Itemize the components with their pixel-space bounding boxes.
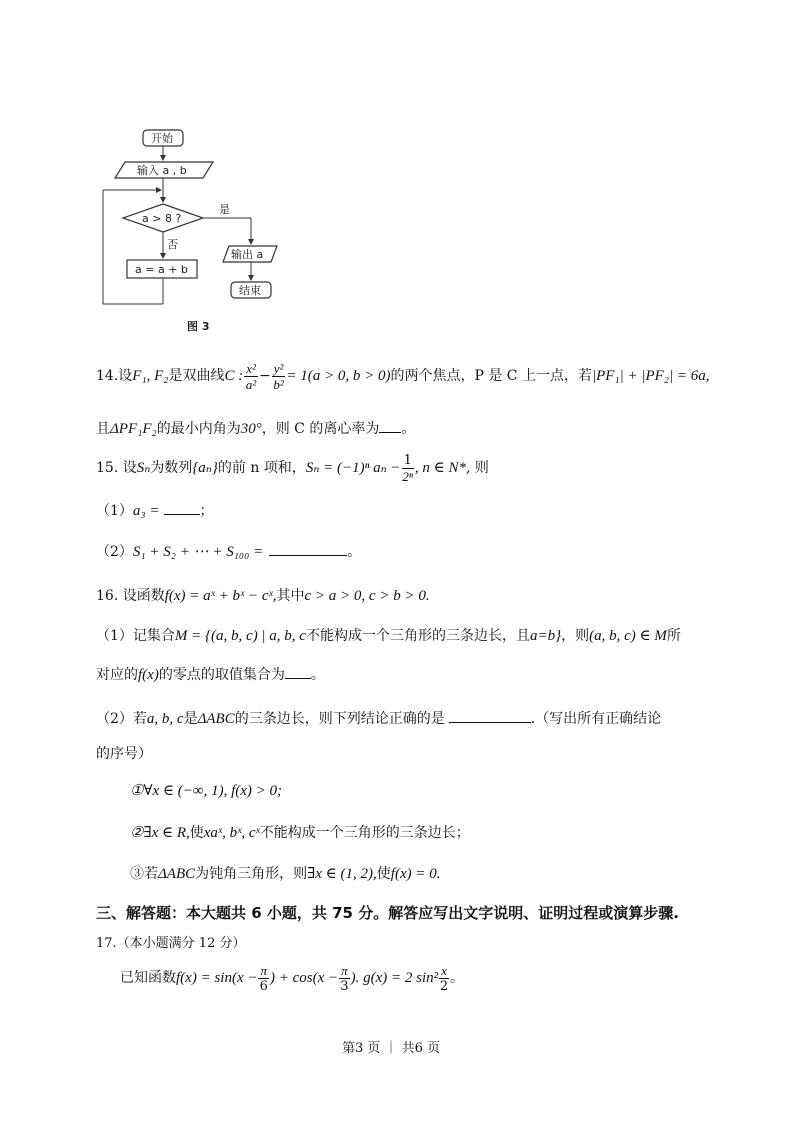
q14-curve-name: C : bbox=[224, 368, 244, 384]
q17-frac-pi3: $\frac{\pi}{3}$ bbox=[340, 962, 349, 994]
q14-abs-expr: |PF₁| + |PF₂| = 6a, bbox=[591, 368, 710, 384]
q17-frac-pi6: $\frac{\pi}{6}$ bbox=[259, 962, 268, 994]
q16-choice-3: ③若ΔABC为钝角三角形，则∃x ∈ (1, 2),使f(x) = 0. bbox=[130, 866, 441, 882]
q14-triangle: ΔPF₁F₂ bbox=[110, 421, 157, 437]
q15-part2: （2）S₁ + S₂ + ⋯ + S₁₀₀ = 。 bbox=[96, 544, 362, 560]
flow-output-label: 输出 a bbox=[231, 248, 264, 261]
q14-text-a: 14.设 bbox=[96, 368, 133, 384]
q14-frac-x: $\frac{\text{x²}}{\text{a²}}$ bbox=[245, 360, 257, 392]
q17-function-line: 已知函数f(x) = sin(x − $\frac{\pi}{6}$ ) + cos(x − $\frac{\pi}{3}$ ). g(x) = 2 sin² $\frac{x}{2}$ 。 bbox=[120, 962, 464, 994]
q15-formula: Sₙ = (−1)ⁿ aₙ − bbox=[305, 460, 401, 476]
q16-part1-line1: （1）记集合M = {(a, b, c) | a, b, c不能构成一个三角形的三条边长，且a=b}，则(a, b, c) ∈ M所 bbox=[96, 628, 681, 644]
page-footer: 第3 页 ｜ 共6 页 bbox=[342, 1041, 441, 1056]
q14-eq-rest: = 1(a > 0, b > 0) bbox=[286, 368, 391, 384]
flow-yes-label: 是 bbox=[219, 203, 230, 216]
q17-header: 17.（本小题满分 12 分） bbox=[96, 936, 246, 951]
flow-start-label: 开始 bbox=[151, 132, 173, 145]
q14-text-c: 的两个焦点，P 是 C 上一点，若 bbox=[390, 368, 592, 384]
q14-frac-y: $\frac{\text{y²}}{\text{b²}}$ bbox=[273, 360, 284, 392]
q16-part2-blank[interactable] bbox=[449, 710, 531, 723]
flow-no-label: 否 bbox=[167, 238, 178, 251]
q14-angle: 30° bbox=[240, 421, 262, 437]
q17-frac-x2: $\frac{x}{2}$ bbox=[439, 962, 449, 994]
q15-part1-blank[interactable] bbox=[164, 502, 200, 515]
q16-intro: 16. 设函数f(x) = aˣ + bˣ − cˣ,其中c > a > 0, c > b > 0. bbox=[96, 588, 430, 604]
flowchart-figure bbox=[95, 120, 295, 338]
q14-text-b: 是双曲线 bbox=[168, 368, 225, 384]
flow-condition-label: a > 8 ? bbox=[142, 212, 182, 225]
q16-choice-1: ①∀x ∈ (−∞, 1), f(x) > 0; bbox=[130, 783, 282, 799]
q16-part2-line2: 的序号） bbox=[96, 746, 152, 762]
q16-choice-2: ②∃x ∈ R,使xaˣ, bˣ, cˣ不能构成一个三角形的三条边长； bbox=[130, 825, 470, 841]
flow-input-label: 输入 a , b bbox=[137, 164, 187, 177]
q14-foci: F₁, F₂ bbox=[132, 368, 169, 384]
section-3-heading: 三、解答题：本大题共 6 小题，共 75 分。解答应写出文字说明、证明过程或演算步骤. bbox=[96, 904, 679, 922]
q14-line1: 14.设F₁, F₂是双曲线C : $\frac{\text{x²}}{\text{a²}}$ − $\frac{\text{y²}}{\text{b²}}$ = 1(a > 0, b > 0)的两个焦点，P 是 C 上一点，若|PF₁| + |PF₂| = 6a, bbox=[96, 360, 710, 392]
flow-process-label: a = a + b bbox=[135, 263, 188, 276]
q14-answer-blank[interactable] bbox=[379, 420, 401, 433]
q16-part1-blank[interactable] bbox=[285, 666, 311, 679]
q15-part1: （1）a₃ = ； bbox=[96, 503, 214, 519]
q14-line2: 且ΔPF₁F₂的最小内角为30°，则 C 的离心率为 。 bbox=[96, 421, 416, 437]
figure-caption: 图 3 bbox=[187, 320, 210, 333]
q16-part2-line1: （2）若a, b, c是ΔABC的三条边长，则下列结论正确的是 .（写出所有正确结论 bbox=[96, 711, 662, 727]
flow-end-label: 结束 bbox=[239, 284, 261, 297]
q16-part1-line2: 对应的f(x)的零点的取值集合为 。 bbox=[96, 667, 325, 683]
q15-frac: $\frac{1}{\text{2ⁿ}}$ bbox=[402, 452, 413, 484]
q15-line1: 15. 设Sₙ为数列{aₙ}的前 n 项和，Sₙ = (−1)ⁿ aₙ − $\frac{1}{\text{2ⁿ}}$ , n ∈ N*, 则 bbox=[96, 452, 489, 484]
q15-part2-blank[interactable] bbox=[269, 543, 347, 556]
